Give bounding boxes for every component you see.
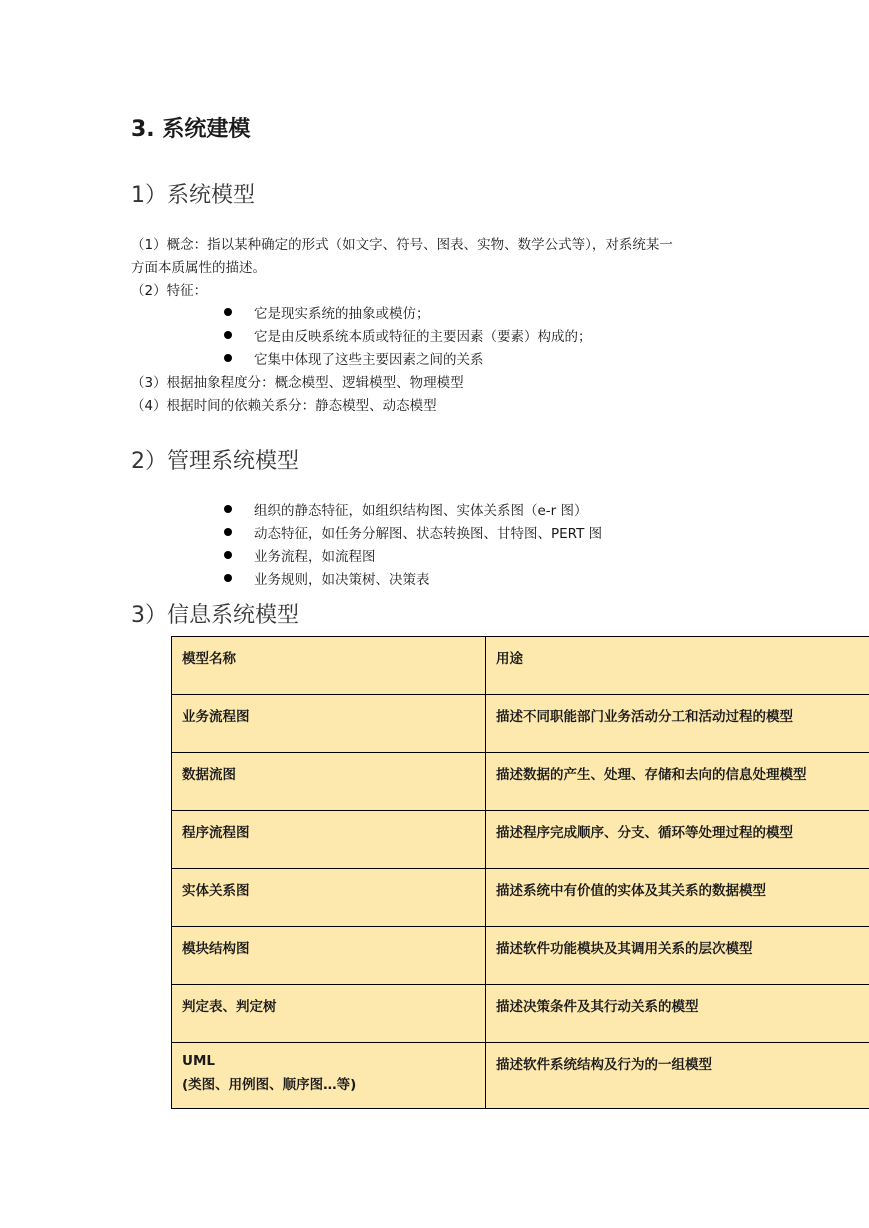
section-title: 管理系统模型 bbox=[167, 449, 300, 474]
table-row bbox=[172, 753, 869, 811]
bullet-icon bbox=[224, 331, 232, 339]
table-cell-use: 描述软件功能模块及其调用关系的层次模型 bbox=[486, 927, 869, 985]
section-heading-info-system-model bbox=[131, 598, 299, 629]
paragraph-time: （4）根据时间的依赖关系分：静态模型、动态模型 bbox=[131, 398, 437, 414]
section-number: 2） bbox=[131, 449, 167, 474]
bullet-icon bbox=[224, 528, 232, 536]
table-cell-name: 程序流程图 bbox=[172, 811, 486, 869]
section-heading-system-model bbox=[131, 178, 255, 209]
bullet-icon bbox=[224, 574, 232, 582]
bullet-icon bbox=[224, 505, 232, 513]
table-header-row bbox=[172, 637, 869, 695]
table-cell-name bbox=[172, 1043, 486, 1109]
uml-label: UML bbox=[182, 1053, 215, 1069]
table-row bbox=[172, 695, 869, 753]
bullet-icon bbox=[224, 308, 232, 316]
section-title: 系统模型 bbox=[167, 183, 256, 208]
table-header-cell: 用途 bbox=[486, 637, 869, 695]
table-cell-name: 业务流程图 bbox=[172, 695, 486, 753]
list-item: 它集中体现了这些主要因素之间的关系 bbox=[224, 349, 484, 371]
table-row bbox=[172, 869, 869, 927]
table-cell-name: 模块结构图 bbox=[172, 927, 486, 985]
table-cell-name: 数据流图 bbox=[172, 753, 486, 811]
list-item: 它是由反映系统本质或特征的主要因素（要素）构成的； bbox=[224, 326, 592, 348]
list-item: 业务规则，如决策树、决策表 bbox=[224, 569, 430, 591]
section-title: 信息系统模型 bbox=[167, 603, 300, 628]
table-cell-use: 描述决策条件及其行动关系的模型 bbox=[486, 985, 869, 1043]
paragraph-abstraction: （3）根据抽象程度分：概念模型、逻辑模型、物理模型 bbox=[131, 375, 464, 391]
section-number: 1） bbox=[131, 183, 167, 208]
section-number: 3） bbox=[131, 603, 167, 628]
uml-sub-label: (类图、用例图、顺序图…等) bbox=[182, 1077, 357, 1093]
list-item: 业务流程，如流程图 bbox=[224, 546, 376, 568]
table-row bbox=[172, 1043, 869, 1109]
table-cell-use: 描述不同职能部门业务活动分工和活动过程的模型 bbox=[486, 695, 869, 753]
table-cell-use: 描述软件系统结构及行为的一组模型 bbox=[486, 1043, 869, 1109]
table-row bbox=[172, 985, 869, 1043]
table-cell-name: 判定表、判定树 bbox=[172, 985, 486, 1043]
table-cell-use: 描述程序完成顺序、分支、循环等处理过程的模型 bbox=[486, 811, 869, 869]
paragraph-concept-cont: 方面本质属性的描述。 bbox=[131, 260, 266, 276]
table-cell-name: 实体关系图 bbox=[172, 869, 486, 927]
list-item: 动态特征，如任务分解图、状态转换图、甘特图、PERT 图 bbox=[224, 523, 602, 545]
section-heading-management-model bbox=[131, 444, 299, 475]
list-item: 它是现实系统的抽象或模仿； bbox=[224, 303, 430, 325]
table-row bbox=[172, 811, 869, 869]
bullet-icon bbox=[224, 354, 232, 362]
table-header-cell: 模型名称 bbox=[172, 637, 486, 695]
list-item: 组织的静态特征，如组织结构图、实体关系图（e-r 图） bbox=[224, 500, 588, 522]
model-table bbox=[171, 636, 869, 1109]
bullet-icon bbox=[224, 551, 232, 559]
table-row bbox=[172, 927, 869, 985]
table-cell-use: 描述数据的产生、处理、存储和去向的信息处理模型 bbox=[486, 753, 869, 811]
paragraph-features: （2）特征： bbox=[131, 283, 208, 299]
paragraph-concept: （1）概念：指以某种确定的形式（如文字、符号、图表、实物、数学公式等），对系统某一 bbox=[131, 237, 673, 253]
table-cell-use: 描述系统中有价值的实体及其关系的数据模型 bbox=[486, 869, 869, 927]
page-title: 3. 系统建模 bbox=[131, 117, 251, 142]
